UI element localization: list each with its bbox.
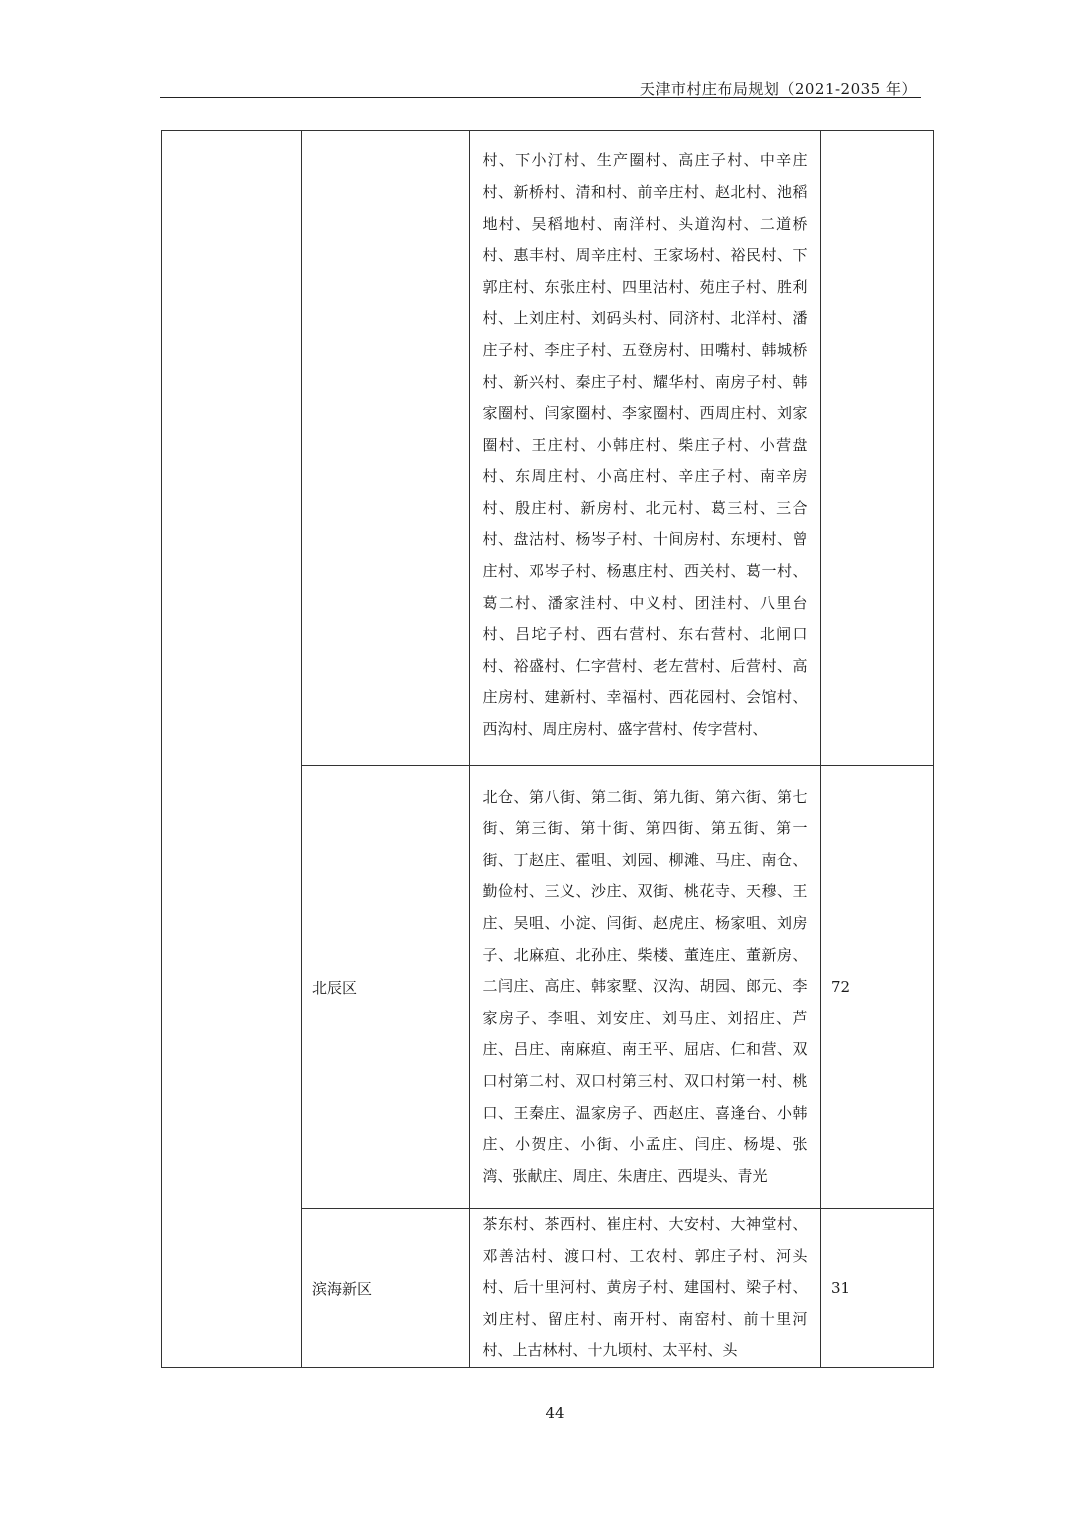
page-number: 44: [545, 1404, 565, 1422]
villages-cell: [470, 766, 821, 1209]
villages-text: 北仓、第八街、第二街、第九街、第六街、第七街、第三街、第十街、第四街、第五街、第一街、丁赵庄、霍咀、刘园、柳滩、马庄、南仓、勤俭村、三义、沙庄、双街、桃花寺、天穆、王庄、吴咀、小淀、闫街、赵虎庄、杨家咀、刘房子、北麻疸、北孙庄、柴楼、董连庄、董新房、二闫庄、高庄、韩家墅、汉沟、胡园、郎元、李家房子、李咀、刘安庄、刘马庄、刘招庄、芦庄、吕庄、南麻疸、南王平、屈店、仁和营、双口村第二村、双口村第三村、双口村第一村、桃口、王秦庄、温家房子、西赵庄、喜逢台、小韩庄、小贺庄、小街、小孟庄、闫庄、杨堤、张湾、张献庄、周庄、朱唐庄、西堤头、青光: [482, 787, 808, 1185]
count-cell: 31: [821, 1209, 934, 1368]
villages-cell: [470, 131, 821, 766]
count-cell: [821, 131, 934, 766]
category-cell: [162, 131, 302, 1368]
villages-cell: [470, 1209, 821, 1368]
village-list-table: [161, 130, 934, 1368]
villages-text: 茶东村、茶西村、崔庄村、大安村、大神堂村、邓善沽村、渡口村、工农村、郭庄子村、河头村、后十里河村、黄房子村、建国村、梁子村、刘庄村、留庄村、南开村、南窑村、前十里河村、上古林村、十九顷村、太平村、头: [482, 1215, 808, 1360]
district-cell: 北辰区: [302, 766, 470, 1209]
header-divider: [160, 97, 921, 98]
table-row: [162, 131, 934, 766]
district-cell: 滨海新区: [302, 1209, 470, 1368]
document-header-title: 天津市村庄布局规划（2021-2035 年）: [639, 80, 917, 98]
villages-text: 村、下小汀村、生产圈村、高庄子村、中辛庄村、新桥村、清和村、前辛庄村、赵北村、池稻地村、吴稻地村、南洋村、头道沟村、二道桥村、惠丰村、周辛庄村、王家场村、裕民村、下郭庄村、东张庄村、四里沽村、苑庄子村、胜利村、上刘庄村、刘码头村、同济村、北洋村、潘庄子村、李庄子村、五登房村、田嘴村、韩城桥村、新兴村、秦庄子村、耀华村、南房子村、韩家圈村、闫家圈村、李家圈村、西周庄村、刘家圈村、王庄村、小韩庄村、柴庄子村、小营盘村、东周庄村、小高庄村、辛庄子村、南辛房村、殷庄村、新房村、北元村、葛三村、三合村、盘沽村、杨岑子村、十间房村、东埂村、曾庄村、邓岑子村、杨惠庄村、西关村、葛一村、葛二村、潘家洼村、中义村、团洼村、八里台村、吕坨子村、西右营村、东右营村、北闸口村、裕盛村、仁字营村、老左营村、后营村、高庄房村、建新村、幸福村、西花园村、会馆村、西沟村、周庄房村、盛字营村、传字营村、: [482, 151, 808, 739]
count-cell: 72: [821, 766, 934, 1209]
district-cell: [302, 131, 470, 766]
